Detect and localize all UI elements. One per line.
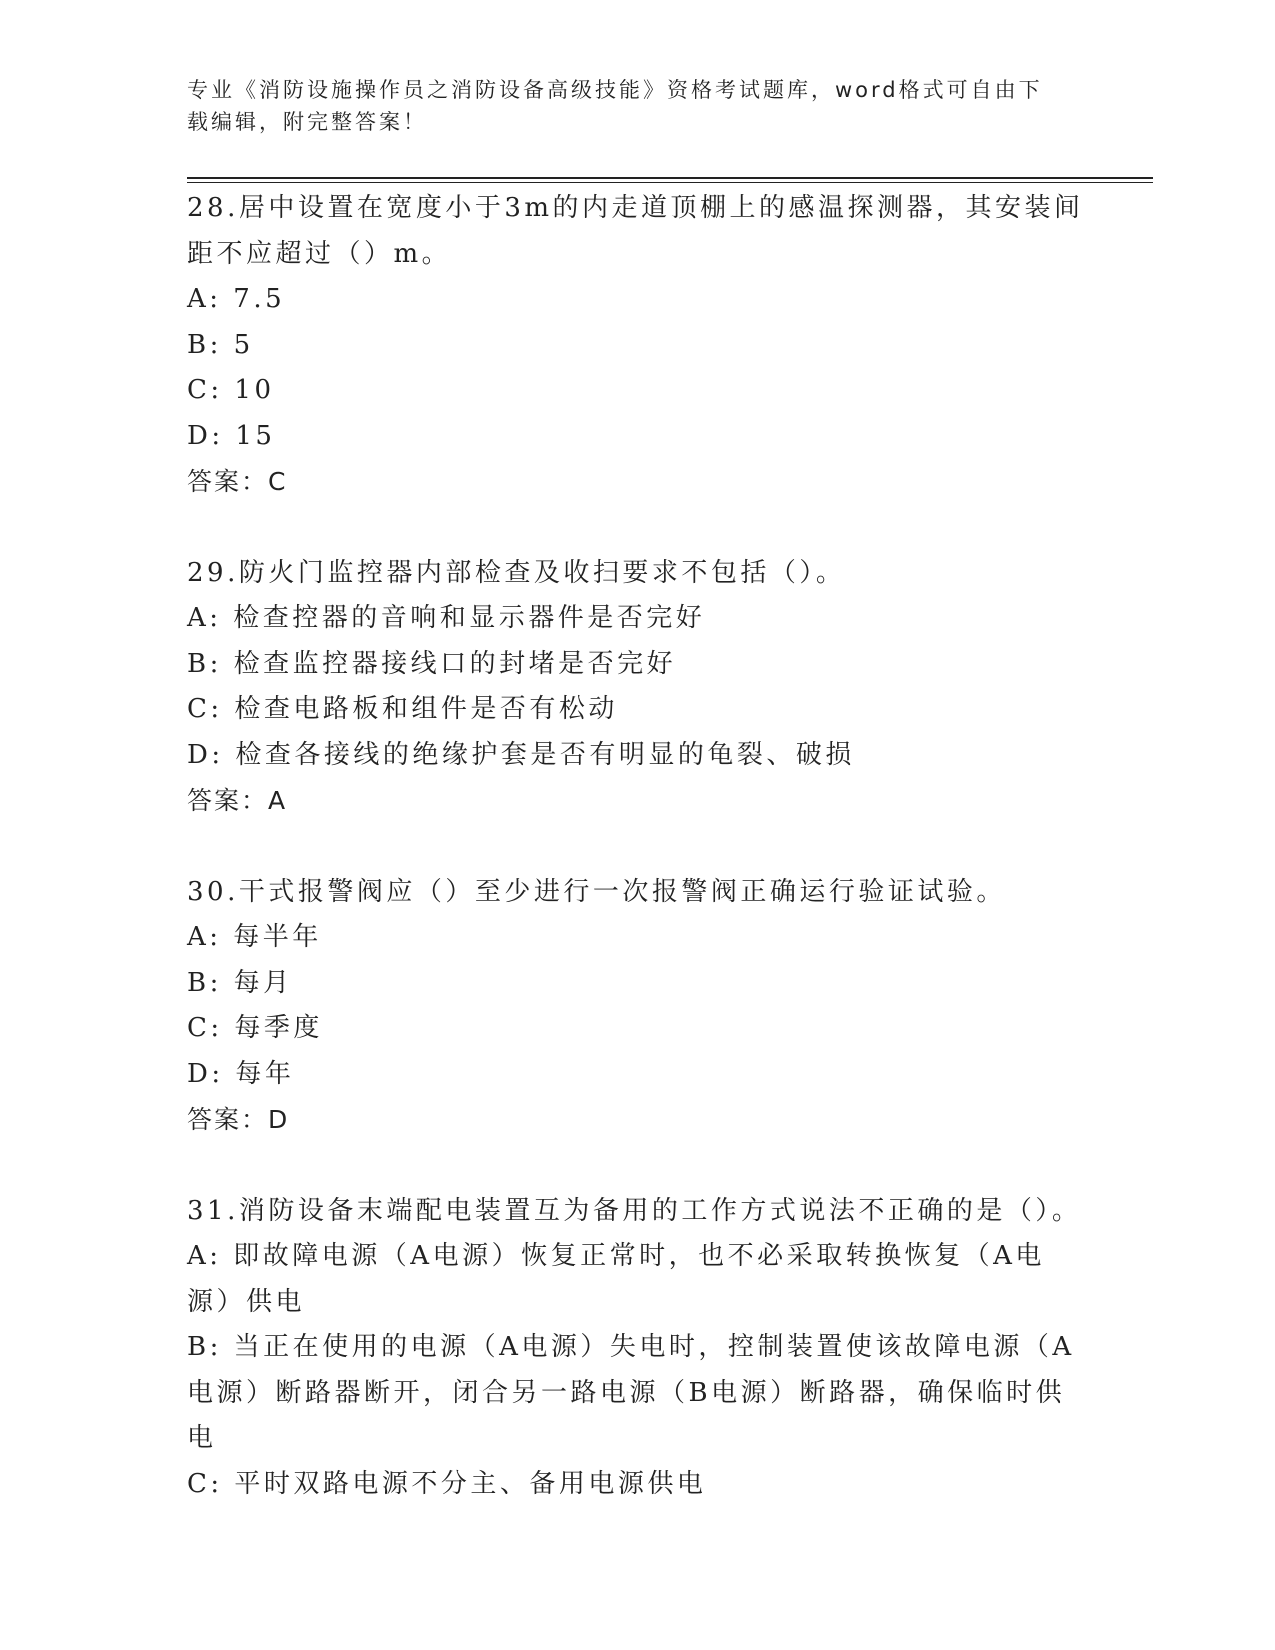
option-c: C: 每季度 xyxy=(187,1013,323,1043)
option-d: D: 每年 xyxy=(187,1058,295,1089)
question-28 xyxy=(187,186,1087,505)
header-divider-thin xyxy=(187,182,1153,183)
question-list xyxy=(187,186,1087,1553)
answer: 答案：A xyxy=(187,786,288,815)
option-a: A: 即故障电源（A电源）恢复正常时，也不必采取转换恢复（A电源）供电 xyxy=(187,1241,1045,1317)
question-text: 31.消防设备末端配电装置互为备用的工作方式说法不正确的是（）。 xyxy=(187,1195,1082,1226)
option-c: C: 平时双路电源不分主、备用电源供电 xyxy=(187,1468,707,1499)
option-b: B: 当正在使用的电源（A电源）失电时，控制装置使该故障电源（A电源）断路器断开，闭合另一路电源（B电源）断路器，确保临时供电 xyxy=(187,1332,1075,1453)
option-a: A: 7.5 xyxy=(187,284,286,314)
question-29 xyxy=(187,551,1087,824)
option-a: A: 检查控器的音响和显示器件是否完好 xyxy=(187,603,706,633)
header-divider-thick xyxy=(187,177,1153,179)
option-c: C: 10 xyxy=(187,375,275,405)
option-a: A: 每半年 xyxy=(187,922,322,952)
question-30 xyxy=(187,870,1087,1143)
question-text: 28.居中设置在宽度小于3m的内走道顶棚上的感温探测器，其安装间距不应超过（）m。 xyxy=(187,193,1084,269)
option-c: C: 检查电路板和组件是否有松动 xyxy=(187,694,618,724)
question-text: 30.干式报警阀应（）至少进行一次报警阀正确运行验证试验。 xyxy=(187,876,1006,907)
option-d: D: 检查各接线的绝缘护套是否有明显的龟裂、破损 xyxy=(187,739,855,770)
question-text: 29.防火门监控器内部检查及收扫要求不包括（）。 xyxy=(187,557,846,588)
option-b: B: 检查监控器接线口的封堵是否完好 xyxy=(187,648,677,679)
question-31 xyxy=(187,1189,1087,1508)
header-line-2: 载编辑，附完整答案！ xyxy=(187,110,427,134)
option-d: D: 15 xyxy=(187,420,276,451)
answer: 答案：D xyxy=(187,1105,290,1134)
answer: 答案：C xyxy=(187,467,288,496)
header-line-1: 专业《消防设施操作员之消防设备高级技能》资格考试题库，word格式可自由下 xyxy=(187,78,1043,102)
option-b: B: 5 xyxy=(187,329,254,360)
option-b: B: 每月 xyxy=(187,967,293,998)
document-header xyxy=(187,74,1067,138)
